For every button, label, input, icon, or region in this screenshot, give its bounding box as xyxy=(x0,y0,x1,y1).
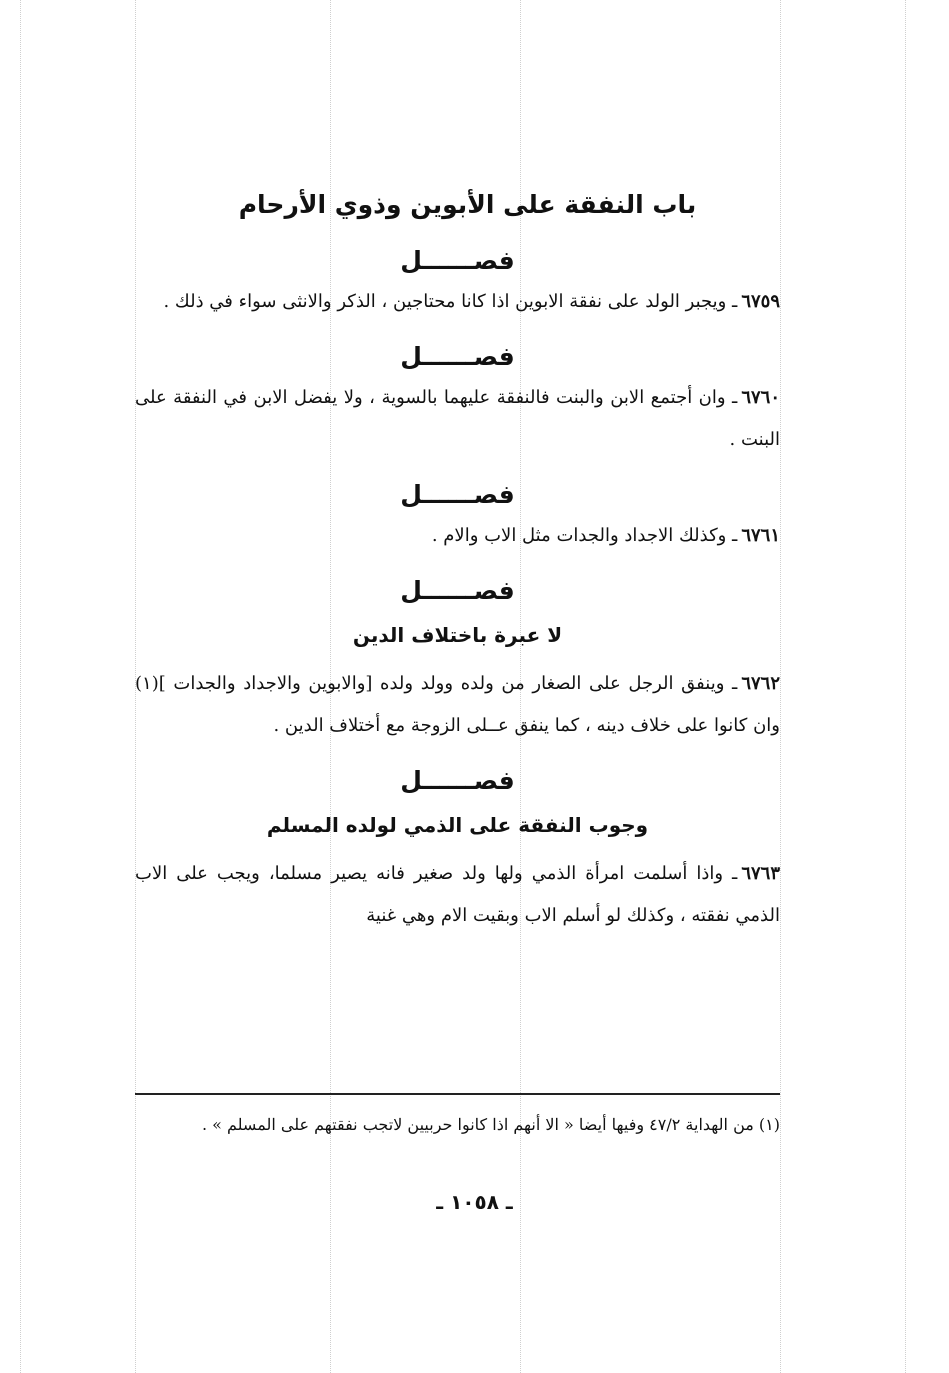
section-heading: فصــــــل xyxy=(400,480,515,509)
section-subheading: وجوب النفقة على الذمي لولده المسلم xyxy=(266,813,649,837)
paragraph-text: ـ واذا أسلمت امرأة الذمي ولها ولد صغير فانه يصير مسلما، ويجب على الاب الذمي نفقته ، وكذلك لو أسلم الاب وبقيت الام وهي غنية xyxy=(135,863,780,926)
dotted-rule xyxy=(905,0,906,1373)
paragraph xyxy=(135,663,780,747)
footnote-separator xyxy=(135,1093,780,1095)
section-heading: فصــــــل xyxy=(400,766,515,795)
section-1 xyxy=(135,241,780,323)
section-2 xyxy=(135,337,780,461)
page-body xyxy=(135,190,780,937)
paragraph-text: ـ ويجبر الولد على نفقة الابوين اذا كانا محتاجين ، الذكر والانثى سواء في ذلك . xyxy=(163,291,738,312)
paragraph-number: ٦٧٦٠ xyxy=(741,387,780,408)
paragraph xyxy=(135,853,780,937)
dotted-rule xyxy=(780,0,781,1373)
paragraph-number: ٦٧٦١ xyxy=(741,525,780,546)
page-number: ـ ١٠٥٨ ـ xyxy=(436,1190,513,1214)
section-subheading: لا عبرة باختلاف الدين xyxy=(352,623,563,647)
section-heading: فصــــــل xyxy=(400,246,515,275)
section-heading: فصــــــل xyxy=(400,342,515,371)
section-4 xyxy=(135,571,780,747)
chapter-title: باب النفقة على الأبوين وذوي الأرحام xyxy=(238,190,697,219)
paragraph-number: ٦٧٦٣ xyxy=(741,863,780,884)
dotted-rule xyxy=(20,0,21,1373)
section-3 xyxy=(135,475,780,557)
section-heading: فصــــــل xyxy=(400,576,515,605)
paragraph xyxy=(135,515,780,557)
footnote: (١) من الهداية ٤٧/٢ وفيها أيضا « الا أنهم اذا كانوا حربيين لاتجب نفقتهم على المسلم » . xyxy=(201,1115,780,1134)
paragraph-text: ـ وان أجتمع الابن والبنت فالنفقة عليهما بالسوية ، ولا يفضل الابن في النفقة على البنت . xyxy=(135,387,780,450)
paragraph-number: ٦٧٦٢ xyxy=(741,673,780,694)
paragraph-text: ـ وكذلك الاجداد والجدات مثل الاب والام . xyxy=(431,525,738,546)
paragraph xyxy=(135,377,780,461)
paragraph xyxy=(135,281,780,323)
section-5 xyxy=(135,761,780,937)
paragraph-number: ٦٧٥٩ xyxy=(741,291,780,312)
paragraph-text: ـ وينفق الرجل على الصغار من ولده وولد ولده [والابوين والاجداد والجدات ](١) وان كانوا على خلاف دينه ، كما ينفق عــلى الزوجة مع أختلاف الدين . xyxy=(135,673,780,736)
